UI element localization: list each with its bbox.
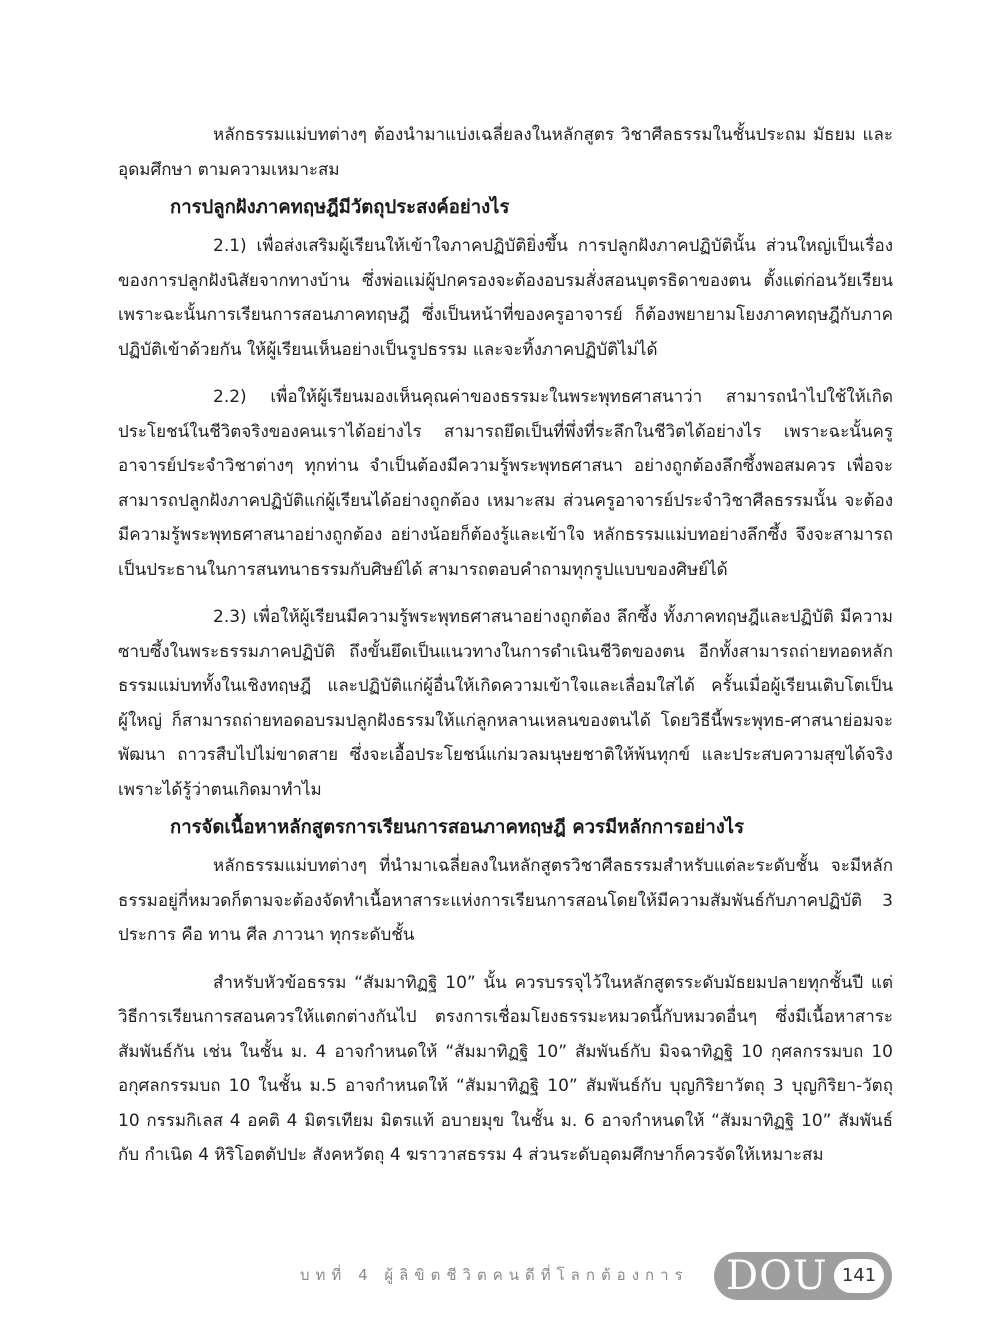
page-footer — [0, 1246, 1000, 1306]
page-number: 141 — [834, 1259, 884, 1293]
dou-logo-text: DOU — [726, 1253, 828, 1299]
page-body — [118, 118, 893, 1173]
paragraph-2-2: 2.2) เพื่อให้ผู้เรียนมองเห็นคุณค่าของธรรมะในพระพุทธศาสนาว่า สามารถนำไปใช้ให้เกิดประโยชน์ในชีวิตจริงของคนเราได้อย่างไร สามารถยึดเป็นที่พึ่งที่ระลึกในชีวิตได้อย่างไร เพราะฉะนั้นครูอาจารย์ประจำวิชาต่างๆ ทุกท่าน จำเป็นต้องมีความรู้พระพุทธศาสนา อย่างถูกต้องลึกซึ้งพอสมควร เพื่อจะสามารถปลูกฝังภาคปฏิบัติแก่ผู้เรียนได้อย่างถูกต้อง เหมาะสม ส่วนครูอาจารย์ประจำวิชาศีลธรรมนั้น จะต้องมีความรู้พระพุทธศาสนาอย่างถูกต้อง อย่างน้อยก็ต้องรู้และเข้าใจ หลักธรรมแม่บทอย่างลึกซึ้ง จึงจะสามารถเป็นประธานในการสนทนาธรรมกับศิษย์ได้ สามารถตอบคำถามทุกรูปแบบของศิษย์ได้ — [118, 387, 893, 580]
section-heading-objectives: การปลูกฝังภาคทฤษฎีมีวัตถุประสงค์อย่างไร — [170, 197, 510, 218]
paragraph-2-1: 2.1) เพื่อส่งเสริมผู้เรียนให้เข้าใจภาคปฏิบัติยิ่งขึ้น การปลูกฝังภาคปฏิบัตินั้น ส่วนใหญ่เป็นเรื่องของการปลูกฝังนิสัยจากทางบ้าน ซึ่งพ่อแม่ผู้ปกครองจะต้องอบรมสั่งสอนบุตรธิดาของตน ตั้งแต่ก่อนวัยเรียน เพราะฉะนั้นการเรียนการสอนภาคทฤษฎี ซึ่งเป็นหน้าที่ของครูอาจารย์ ก็ต้องพยายามโยงภาคทฤษฎีกับภาคปฏิบัติเข้าด้วยกัน ให้ผู้เรียนเห็นอย่างเป็นรูปธรรม และจะทิ้งภาคปฏิบัติไม่ได้ — [118, 236, 893, 360]
paragraph-intro: หลักธรรมแม่บทต่างๆ ต้องนำมาแบ่งเฉลี่ยลงในหลักสูตร วิชาศีลธรรมในชั้นประถม มัธยม และอุดมศึกษา ตามความเหมาะสม — [118, 125, 893, 180]
paragraph-2-3: 2.3) เพื่อให้ผู้เรียนมีความรู้พระพุทธศาสนาอย่างถูกต้อง ลึกซึ้ง ทั้งภาคทฤษฎีและปฏิบัติ มีความซาบซึ้งในพระธรรมภาคปฏิบัติ ถึงขั้นยึดเป็นแนวทางในการดำเนินชีวิตของตน อีกทั้งสามารถถ่ายทอดหลักธรรมแม่บททั้งในเชิงทฤษฎี และปฏิบัติแก่ผู้อื่นให้เกิดความเข้าใจและเลื่อมใสได้ ครั้นเมื่อผู้เรียนเติบโตเป็นผู้ใหญ่ ก็สามารถถ่ายทอดอบรมปลูกฝังธรรมให้แก่ลูกหลานเหลนของตนได้ โดยวิธีนี้พระพุทธ-ศาสนาย่อมจะพัฒนา ถาวรสืบไปไม่ขาดสาย ซึ่งจะเอื้อประโยชน์แก่มวลมนุษยชาติให้พ้นทุกข์ และประสบความสุขได้จริง เพราะได้รู้ว่าตนเกิดมาทำไม — [118, 607, 893, 800]
section-heading-curriculum: การจัดเนื้อหาหลักสูตรการเรียนการสอนภาคทฤษฎี ควรมีหลักการอย่างไร — [170, 817, 745, 838]
paragraph-right-view: สำหรับหัวข้อธรรม “สัมมาทิฏฐิ 10” นั้น ควรบรรจุไว้ในหลักสูตรระดับมัธยมปลายทุกชั้นปี แต่วิธีการเรียนการสอนควรให้แตกต่างกันไป ตรงการเชื่อมโยงธรรมะหมวดนี้กับหมวดอื่นๆ ซึ่งมีเนื้อหาสาระสัมพันธ์กัน เช่น ในชั้น ม. 4 อาจกำหนดให้ “สัมมาทิฏฐิ 10” สัมพันธ์กับ มิจฉาทิฏฐิ 10 กุศลกรรมบถ 10 อกุศลกรรมบถ 10 ในชั้น ม.5 อาจกำหนดให้ “สัมมาทิฏฐิ 10” สัมพันธ์กับ บุญกิริยาวัตถุ 3 บุญกิริยา-วัตถุ 10 กรรมกิเลส 4 อคติ 4 มิตรเทียม มิตรแท้ อบายมุข ในชั้น ม. 6 อาจกำหนดให้ “สัมมาทิฏฐิ 10” สัมพันธ์กับ กำเนิด 4 หิริโอตตัปปะ สังคหวัตถุ 4 ฆราวาสธรรม 4 ส่วนระดับอุดมศึกษาก็ควรจัดให้เหมาะสม — [118, 972, 893, 1165]
paragraph-curriculum: หลักธรรมแม่บทต่างๆ ที่นำมาเฉลี่ยลงในหลักสูตรวิชาศีลธรรมสำหรับแต่ละระดับชั้น จะมีหลักธรรมอยู่กี่หมวดก็ตามจะต้องจัดทำเนื้อหาสาระแห่งการเรียนการสอนโดยให้มีความสัมพันธ์กับภาคปฏิบัติ 3 ประการ คือ ทาน ศีล ภาวนา ทุกระดับชั้น — [118, 856, 893, 945]
dou-logo — [714, 1252, 892, 1300]
chapter-title: บทที่ 4 ผู้ลิขิตชีวิตคนดีที่โลกต้องการ — [300, 1266, 689, 1284]
